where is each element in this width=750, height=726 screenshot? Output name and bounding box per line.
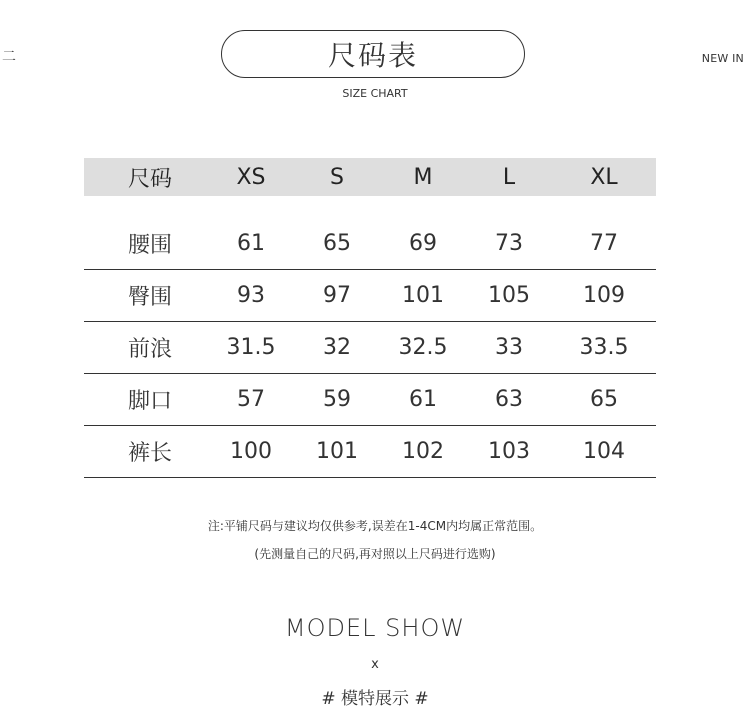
- table-cell: 77: [552, 218, 656, 270]
- table-row: [84, 426, 656, 478]
- table-cell: 109: [552, 270, 656, 322]
- row-label: 脚口: [84, 374, 208, 426]
- header-cell: L: [466, 158, 552, 196]
- header-cell: M: [380, 158, 466, 196]
- table-row: [84, 218, 656, 270]
- table-cell: 105: [466, 270, 552, 322]
- table-row: [84, 322, 656, 374]
- table-cell: 32: [294, 322, 380, 374]
- title-text: 尺码表: [327, 39, 418, 72]
- table-cell: 57: [208, 374, 294, 426]
- table-cell: 65: [552, 374, 656, 426]
- x-mark: x: [371, 657, 379, 672]
- table-cell: 97: [294, 270, 380, 322]
- size-chart-title: [221, 30, 525, 78]
- table-cell: 101: [380, 270, 466, 322]
- table-cell: 31.5: [208, 322, 294, 374]
- table-cell: 101: [294, 426, 380, 478]
- table-cell: 69: [380, 218, 466, 270]
- table-cell: 32.5: [380, 322, 466, 374]
- table-cell: 102: [380, 426, 466, 478]
- table-cell: 61: [380, 374, 466, 426]
- table-cell: 63: [466, 374, 552, 426]
- table-cell: 59: [294, 374, 380, 426]
- header-cell: XS: [208, 158, 294, 196]
- table-row: [84, 374, 656, 426]
- table-cell: 103: [466, 426, 552, 478]
- table-cell: 104: [552, 426, 656, 478]
- row-label: 前浪: [84, 322, 208, 374]
- row-label: 裤长: [84, 426, 208, 478]
- size-table: [84, 158, 656, 478]
- table-header-row: [84, 158, 656, 196]
- header-cell: 尺码: [84, 158, 208, 196]
- measurement-tip: (先测量自己的尺码,再对照以上尺码进行选购): [254, 547, 496, 561]
- header-cell: XL: [552, 158, 656, 196]
- size-chart-subtitle: SIZE CHART: [342, 87, 408, 100]
- row-label: 腰围: [84, 218, 208, 270]
- table-cell: 73: [466, 218, 552, 270]
- model-show-subtitle: # 模特展示 #: [321, 689, 429, 709]
- side-left-mark: 二: [2, 49, 16, 65]
- model-show-title: MODEL SHOW: [284, 614, 466, 642]
- header-cell: S: [294, 158, 380, 196]
- row-label: 臀围: [84, 270, 208, 322]
- table-cell: 93: [208, 270, 294, 322]
- new-in-label: NEW IN: [701, 52, 744, 65]
- table-cell: 61: [208, 218, 294, 270]
- table-cell: 100: [208, 426, 294, 478]
- table-cell: 65: [294, 218, 380, 270]
- measurement-note: 注:平铺尺码与建议均仅供参考,误差在1-4CM内均属正常范围。: [207, 519, 543, 533]
- table-cell: 33: [466, 322, 552, 374]
- table-row: [84, 270, 656, 322]
- table-cell: 33.5: [552, 322, 656, 374]
